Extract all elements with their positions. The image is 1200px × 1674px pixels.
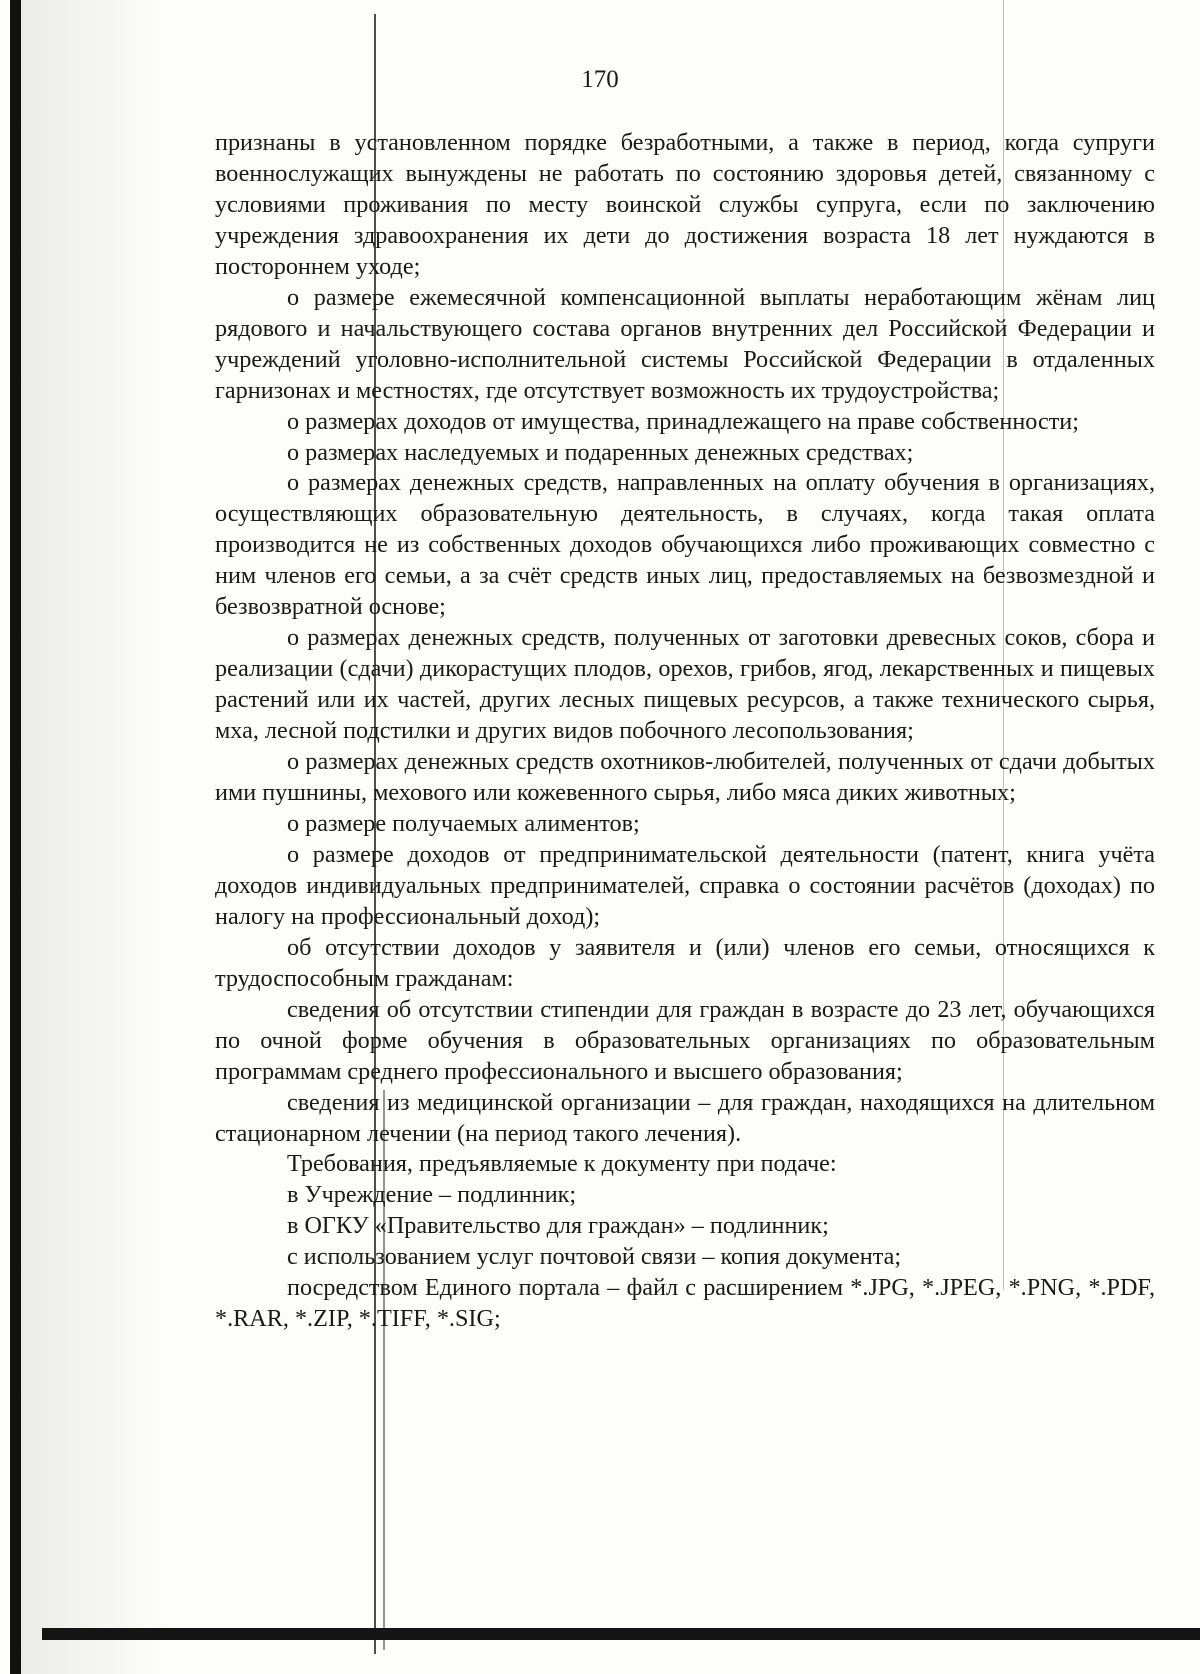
paragraph: с использованием услуг почтовой связи – копия документа; xyxy=(287,1243,902,1271)
paragraph: о размерах наследуемых и подаренных денежных средствах; xyxy=(287,438,914,466)
body-text xyxy=(215,128,1155,1335)
paragraph: о размерах денежных средств, полученных от заготовки древесных соков, сбора и реализации (сдачи) дикорастущих плодов, орехов, грибов, ягод, лекарственных и пищевых растений или их частей, других лесных пищевых ресурсов, а также технического сырья, мха, лесной подстилки и других видов побочного лесопользования; xyxy=(215,624,1155,745)
paragraph: о размерах доходов от имущества, принадлежащего на праве собственности; xyxy=(287,407,1079,435)
paragraph: Требования, предъявляемые к документу при подаче: xyxy=(287,1150,837,1178)
paragraph: о размерах денежных средств охотников-любителей, полученных от сдачи добытых ими пушнины, мехового или кожевенного сырья, либо мяса диких животных; xyxy=(215,748,1155,807)
paragraph: о размере ежемесячной компенсационной выплаты неработающим жёнам лиц рядового и начальствующего состава органов внутренних дел Российской Федерации и учреждений уголовно-исполнительной системы Российской Федерации в отдаленных гарнизонах и местностях, где отсутствует возможность их трудоустройства; xyxy=(215,283,1155,404)
paragraph: о размере доходов от предпринимательской деятельности (патент, книга учёта доходов индивидуальных предпринимателей, справка о состоянии расчётов (доходах) по налогу на профессиональный доход); xyxy=(215,840,1155,930)
scan-shadow-left xyxy=(21,0,171,1674)
paragraph: о размере получаемых алиментов; xyxy=(287,809,640,837)
paragraph: сведения об отсутствии стипендии для граждан в возрасте до 23 лет, обучающихся по очной форме обучения в образовательных организациях по образовательным программам среднего профессионального и высшего образования; xyxy=(215,995,1155,1085)
paragraph: признаны в установленном порядке безработными, а также в период, когда супруги военнослужащих вынуждены не работать по состоянию здоровья детей, связанному с условиями проживания по месту воинской службы супруга, если по заключению учреждения здравоохранения их дети до достижения возраста 18 лет нуждаются в постороннем уходе; xyxy=(215,129,1155,280)
paragraph: посредством Единого портала – файл с расширением *.JPG, *.JPEG, *.PNG, *.PDF, *.RAR, *.ZIP, *.TIFF, *.SIG; xyxy=(215,1274,1155,1333)
page-number: 170 xyxy=(581,66,619,93)
paragraph: сведения из медицинской организации – для граждан, находящихся на длительном стационарном лечении (на период такого лечения). xyxy=(215,1088,1155,1147)
scan-edge-left xyxy=(10,0,21,1674)
paragraph: об отсутствии доходов у заявителя и (или) членов его семьи, относящихся к трудоспособным гражданам: xyxy=(215,933,1155,992)
paragraph: в ОГКУ «Правительство для граждан» – подлинник; xyxy=(287,1212,829,1240)
paragraph: в Учреждение – подлинник; xyxy=(287,1181,577,1209)
scan-edge-bottom xyxy=(42,1628,1200,1640)
paragraph: о размерах денежных средств, направленных на оплату обучения в организациях, осуществляющих образовательную деятельность, в случаях, когда такая оплата производится не из собственных доходов обучающихся либо проживающих совместно с ним членов его семьи, а за счёт средств иных лиц, предоставляемых на безвозмездной и безвозвратной основе; xyxy=(215,469,1155,621)
